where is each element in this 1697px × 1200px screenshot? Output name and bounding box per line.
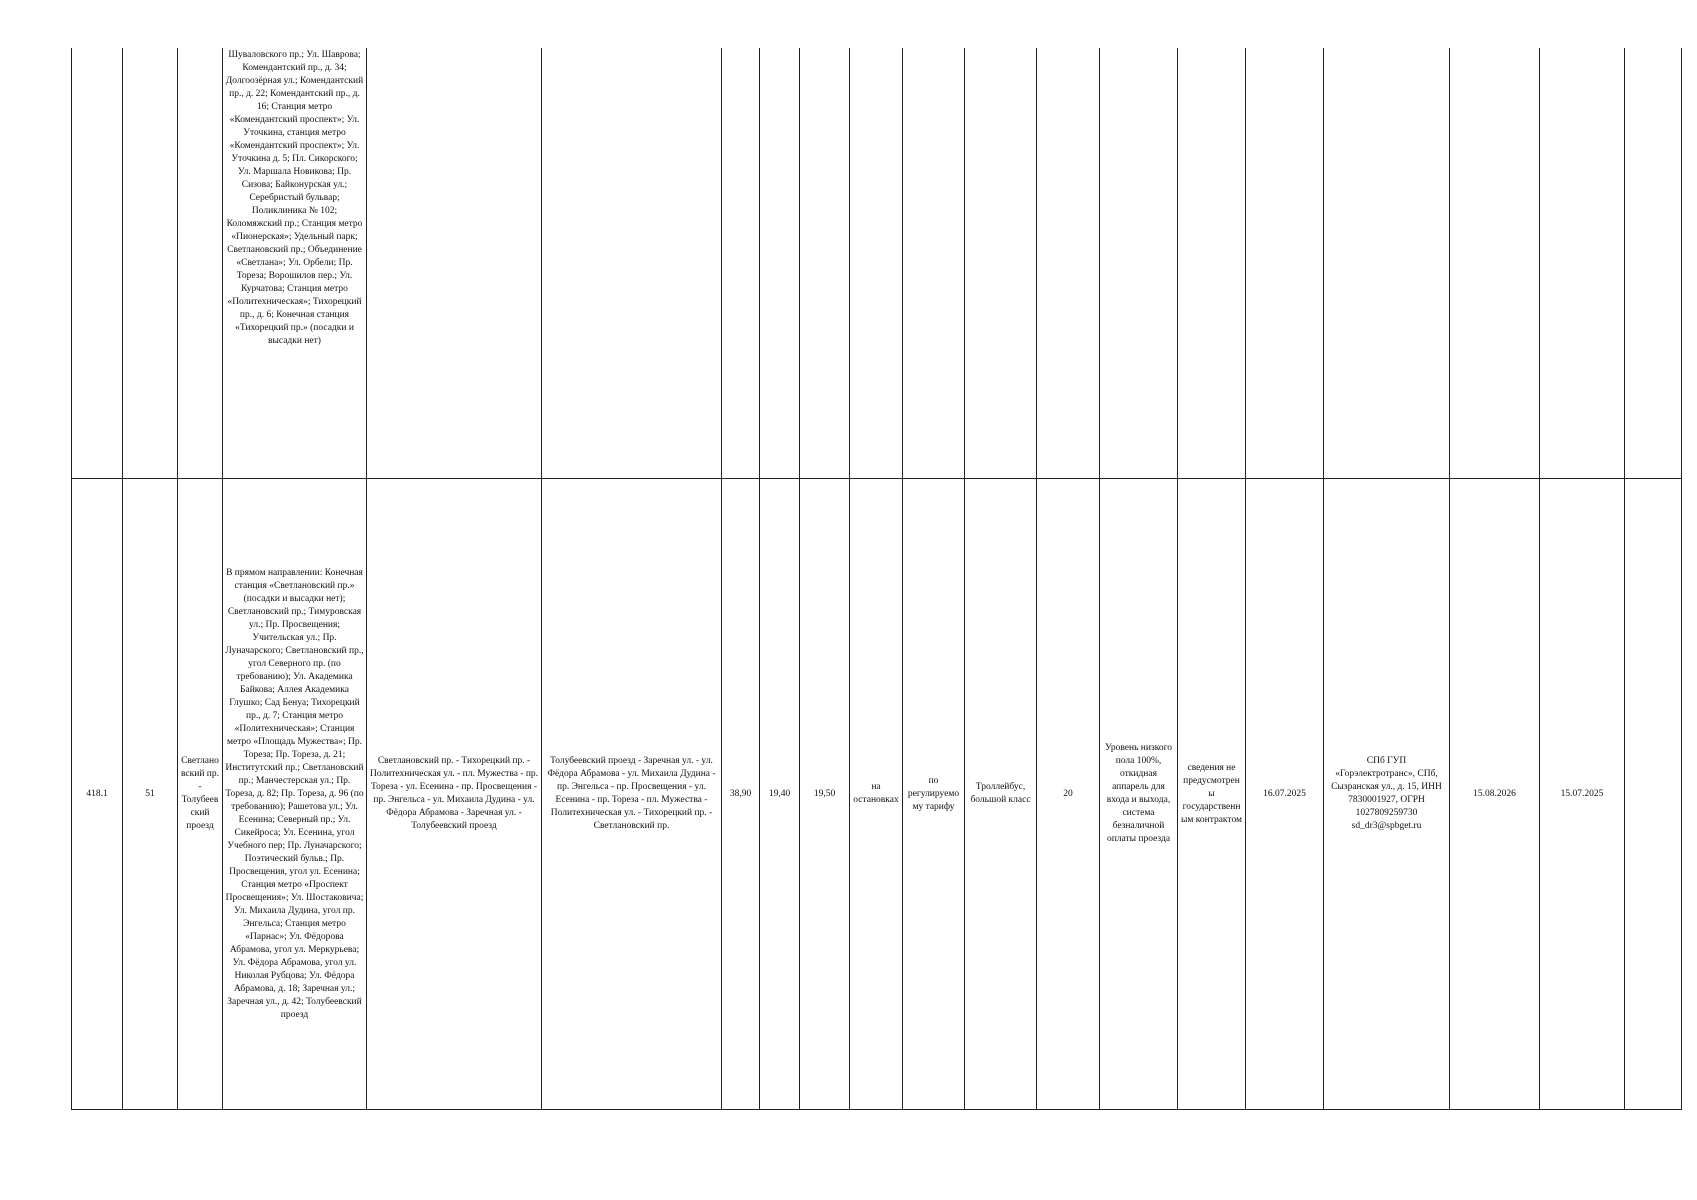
cell-empty xyxy=(542,48,722,479)
cell-length-forward: 38,90 xyxy=(722,479,760,1110)
cell-stops: Шуваловского пр.; Ул. Шаврова; Комендантский пр., д. 34; Долгоозёрная ул.; Комендантский пр., д. 22; Комендантский пр., д. 16; Станция метро «Комендантский проспект»; Ул. Уточкина, станция метро «Комендантский проспект»; Ул. Уточкина д. 5; Пл. Сикорского; Ул. Маршала Новикова; Пр. Сизова; Байконурская ул.; Серебристый бульвар; Поликлиника № 102; Коломяжский пр.; Станция метро «Пионерская»; Удельный парк; Светлановский пр.; Объединение «Светлана»; Ул. Орбели; Пр. Тореза; Ворошилов пер.; Ул. Курчатова; Станция метро «Политехническая»; Тихорецкий пр., д. 6; Конечная станция «Тихорецкий пр.» (посадки и высадки нет) xyxy=(223,48,367,479)
table-row xyxy=(72,48,1682,479)
cell-length-total: 19,50 xyxy=(800,479,850,1110)
cell-extra xyxy=(1625,479,1682,1110)
cell-empty xyxy=(965,48,1037,479)
cell-date-3: 15.07.2025 xyxy=(1540,479,1625,1110)
cell-stop-order: на остановках xyxy=(850,479,903,1110)
cell-empty xyxy=(1625,48,1682,479)
cell-empty xyxy=(1100,48,1178,479)
cell-empty xyxy=(800,48,850,479)
cell-number xyxy=(72,48,123,479)
cell-length-backward: 19,40 xyxy=(760,479,800,1110)
cell-vehicle-count: 20 xyxy=(1037,479,1100,1110)
cell-empty xyxy=(760,48,800,479)
cell-empty xyxy=(1540,48,1625,479)
cell-contract-info: сведения не предусмотрены государственным контрактом xyxy=(1178,479,1246,1110)
cell-start-date: 16.07.2025 xyxy=(1246,479,1324,1110)
cell-number: 418.1 xyxy=(72,479,123,1110)
cell-empty xyxy=(1450,48,1540,479)
cell-empty xyxy=(1246,48,1324,479)
cell-streets-forward: Светлановский пр. - Тихорецкий пр. - Политехническая ул. - пл. Мужества - пр. Тореза - ул. Есенина - пр. Просвещения - пр. Энгельса - ул. Михаила Дудина - ул. Фёдора Абрамова - Заречная ул. - Толубеевский проезд xyxy=(367,479,542,1110)
cell-date-2: 15.08.2026 xyxy=(1450,479,1540,1110)
cell-carrier: СПб ГУП «Горэлектротранс», СПб, Сызранская ул., д. 15, ИНН 7830001927, ОГРН 1027809259730 sd_dr3@spbget.ru xyxy=(1324,479,1450,1110)
cell-route-name xyxy=(178,48,223,479)
cell-stops: В прямом направлении: Конечная станция «Светлановский пр.» (посадки и высадки нет); Светлановский пр.; Тимуровская ул.; Пр. Просвещения; Учительская ул.; Пр. Луначарского; Светлановский пр., угол Северного пр. (по требованию); Ул. Академика Байкова; Аллея Академика Глушко; Сад Бенуа; Тихорецкий пр., д. 7; Станция метро «Политехническая»; Станция метро «Площадь Мужества»; Пр. Тореза; Пр. Тореза, д. 21; Институтский пр.; Светлановский пр.; Манчестерская ул.; Пр. Тореза, д. 82; Пр. Тореза, д. 96 (по требованию); Рашетова ул.; Ул. Есенина; Северный пр.; Ул. Сикейроса; Ул. Есенина, угол Учебного пер; Пр. Луначарского; Поэтический бульв.; Пр. Просвещения, угол ул. Есенина; Станция метро «Проспект Просвещения»; Ул. Шостаковича; Ул. Михаила Дудина, угол пр. Энгельса; Станция метро «Парнас»; Ул. Фёдорова Абрамова, угол ул. Меркурьева; Ул. Фёдора Абрамова, угол ул. Николая Рубцова; Ул. Фёдора Абрамова, д. 18; Заречная ул.; Заречная ул., д. 42; Толубеевский проезд xyxy=(223,479,367,1110)
cell-empty xyxy=(1037,48,1100,479)
cell-empty xyxy=(1178,48,1246,479)
cell-route-no xyxy=(123,48,178,479)
cell-route-no: 51 xyxy=(123,479,178,1110)
cell-route-name: Светлановский пр. - Толубеевский проезд xyxy=(178,479,223,1110)
cell-tariff: по регулируемому тарифу xyxy=(903,479,965,1110)
cell-empty xyxy=(903,48,965,479)
cell-empty xyxy=(850,48,903,479)
cell-characteristics: Уровень низкого пола 100%, откидная аппарель для входа и выхода, система безналичной оплаты проезда xyxy=(1100,479,1178,1110)
registry-table xyxy=(71,48,1682,1110)
cell-streets-backward: Толубеевский проезд - Заречная ул. - ул. Фёдора Абрамова - ул. Михаила Дудина - пр. Энгельса - пр. Просвещения - ул. Есенина - пр. Тореза - пл. Мужества - Политехническая ул. - Тихорецкий пр. - Светлановский пр. xyxy=(542,479,722,1110)
cell-vehicle-class: Троллейбус, большой класс xyxy=(965,479,1037,1110)
cell-empty xyxy=(367,48,542,479)
table-row xyxy=(72,479,1682,1110)
cell-empty xyxy=(722,48,760,479)
cell-empty xyxy=(1324,48,1450,479)
